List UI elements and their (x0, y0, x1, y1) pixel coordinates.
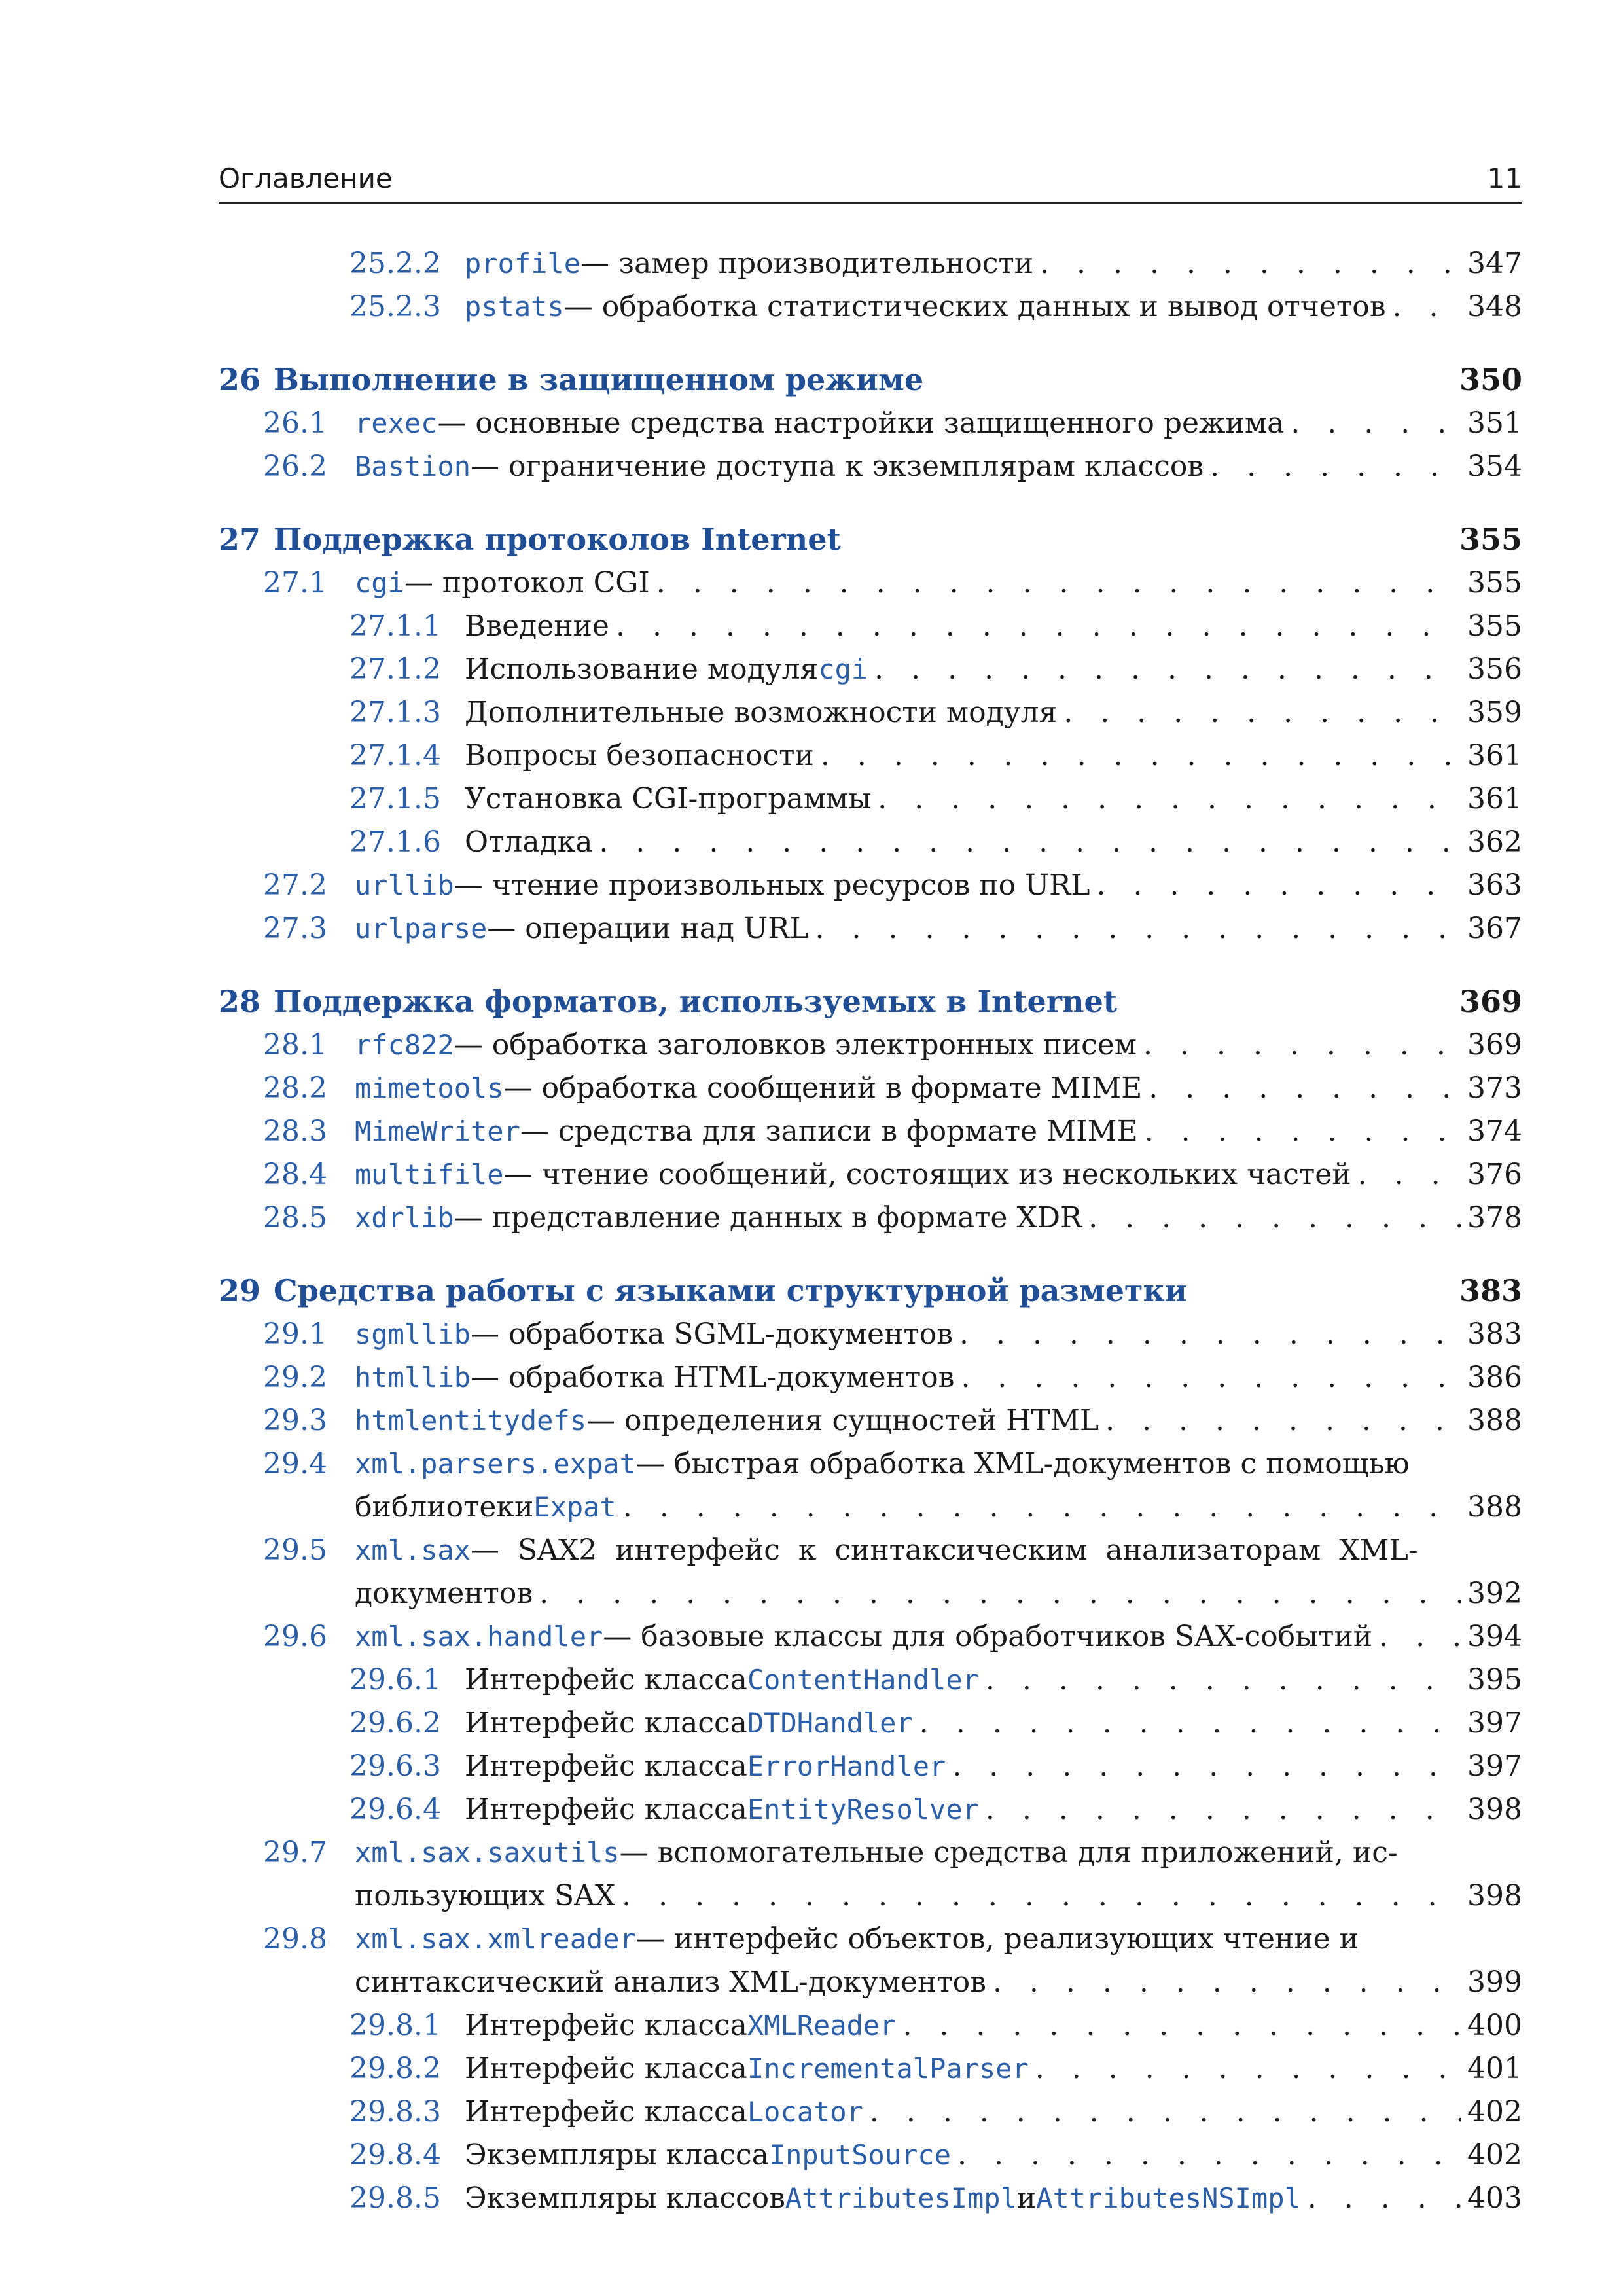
module-name: Locator (747, 2096, 863, 2128)
module-name: xml.sax (355, 1534, 471, 1566)
running-header (219, 157, 1522, 204)
entry-number: 29.8 (263, 1922, 327, 1956)
entry-number: 28.1 (263, 1028, 327, 1062)
entry-description-continued: пользующих SAX (355, 1879, 616, 1912)
module-name: ErrorHandler (747, 1750, 946, 1782)
chapter-page: 383 (1459, 1273, 1522, 1308)
entry-page: 388 (1467, 1490, 1522, 1524)
dot-leader (539, 1572, 1461, 1615)
dot-leader (957, 2134, 1461, 2177)
entry-number: 29.7 (263, 1836, 327, 1869)
entry-number: 25.2.2 (349, 247, 441, 280)
entry-page: 402 (1467, 2138, 1522, 2172)
module-name: MimeWriter (355, 1115, 520, 1147)
module-name: urllib (355, 869, 454, 901)
entry-page: 373 (1467, 1071, 1522, 1105)
entry-description: Вопросы безопасности (465, 739, 814, 772)
entry-page: 400 (1467, 2009, 1522, 2042)
entry-description: Установка CGI-программы (465, 782, 872, 816)
dot-leader (622, 1874, 1461, 1918)
dot-leader (1291, 402, 1461, 445)
header-title: Оглавление (219, 162, 393, 194)
dot-leader (1040, 242, 1461, 285)
entry-page: 354 (1467, 450, 1522, 483)
entry-page: 401 (1467, 2052, 1522, 2085)
entry-description: Использование модуля (465, 653, 819, 686)
entry-description: — обработка SGML-документов (471, 1318, 954, 1351)
entry-page: 369 (1467, 1028, 1522, 1062)
dot-leader (1358, 1153, 1461, 1196)
module-name: xdrlib (355, 1202, 454, 1234)
dot-leader (1035, 2047, 1461, 2090)
chapter-title: Поддержка протоколов Internet (274, 522, 841, 557)
entry-number: 29.8.5 (349, 2181, 441, 2215)
dot-leader (959, 1313, 1461, 1356)
chapter-title: Средства работы с языками структурной разметки (274, 1273, 1187, 1308)
module-name: rfc822 (355, 1029, 454, 1061)
entry-number: 29.6.1 (349, 1663, 441, 1696)
toc-entry[interactable] (349, 2177, 1522, 2220)
entry-number: 28.2 (263, 1071, 327, 1105)
entry-number: 25.2.3 (349, 290, 441, 323)
entry-page: 363 (1467, 869, 1522, 902)
toc-entry[interactable] (349, 648, 1522, 691)
entry-number: 27.1.4 (349, 739, 441, 772)
entry-page: 361 (1467, 782, 1522, 816)
entry-page: 388 (1467, 1404, 1522, 1437)
toc-entry[interactable] (349, 778, 1522, 821)
entry-description: Интерфейс класса (465, 2052, 747, 2085)
dot-leader (821, 734, 1461, 778)
entry-page: 398 (1467, 1879, 1522, 1912)
entry-description: Интерфейс класса (465, 1706, 747, 1740)
entry-description: — операции над URL (487, 912, 809, 945)
toc-entry[interactable] (263, 1313, 1522, 1356)
dot-leader (1097, 864, 1461, 907)
entry-number: 27.1.6 (349, 825, 441, 859)
entry-number: 29.6.2 (349, 1706, 441, 1740)
entry-page: 402 (1467, 2095, 1522, 2128)
dot-leader (919, 1702, 1461, 1745)
dot-leader (878, 778, 1461, 821)
entry-number: 29.1 (263, 1318, 327, 1351)
dot-leader (616, 605, 1461, 648)
entry-description: Экземпляры класса (465, 2138, 769, 2172)
module-name: profile (465, 247, 581, 279)
entry-description: — обработка HTML-документов (471, 1361, 955, 1394)
dot-leader (1308, 2177, 1461, 2220)
entry-number: 29.8.2 (349, 2052, 441, 2085)
entry-page: 355 (1467, 566, 1522, 600)
dot-leader (599, 821, 1461, 864)
toc-entry[interactable] (263, 1443, 1522, 1486)
entry-description-continued: библиотеки (355, 1490, 534, 1524)
toc-entry[interactable] (263, 1918, 1522, 1961)
dot-leader (623, 1486, 1461, 1529)
entry-number: 29.6.3 (349, 1749, 441, 1783)
entry-description: Дополнительные возможности модуля (465, 696, 1058, 729)
toc-entry[interactable] (349, 734, 1522, 778)
entry-page: 362 (1467, 825, 1522, 859)
toc-entry[interactable] (263, 1067, 1522, 1110)
toc-entry[interactable] (349, 2134, 1522, 2177)
toc-entry[interactable] (349, 1659, 1522, 1702)
toc-entry-continuation[interactable] (355, 1572, 1522, 1615)
entry-page: 386 (1467, 1361, 1522, 1394)
entry-description: Введение (465, 609, 609, 643)
module-name: rexec (355, 407, 438, 439)
entry-description: — SAX2 интерфейс к синтаксическим анализаторам XML- (471, 1534, 1418, 1567)
entry-page: 398 (1467, 1793, 1522, 1826)
entry-description: — основные средства настройки защищенного режима (437, 406, 1285, 440)
entry-number: 26.1 (263, 406, 327, 440)
entry-description: — обработка заголовков электронных писем (454, 1028, 1137, 1062)
entry-number: 29.2 (263, 1361, 327, 1394)
entry-page: 359 (1467, 696, 1522, 729)
entry-page: 367 (1467, 912, 1522, 945)
table-of-contents (219, 242, 1522, 2220)
toc-entry[interactable] (349, 2004, 1522, 2047)
toc-entry[interactable] (263, 1024, 1522, 1067)
chapter-title: Поддержка форматов, используемых в Internet (274, 984, 1118, 1019)
module-name: sgmllib (355, 1318, 471, 1350)
dot-leader (952, 1745, 1461, 1788)
dot-leader (986, 1788, 1461, 1831)
dot-leader (1143, 1024, 1461, 1067)
toc-entry[interactable] (349, 821, 1522, 864)
dot-leader (1063, 691, 1461, 734)
toc-entry-continuation[interactable] (355, 1961, 1522, 2004)
module-name: Bastion (355, 450, 471, 482)
entry-description: — ограничение доступа к экземплярам классов (471, 450, 1204, 483)
module-name: ContentHandler (747, 1664, 979, 1696)
entry-page: 361 (1467, 739, 1522, 772)
entry-description: — вспомогательные средства для приложений, ис- (619, 1836, 1398, 1869)
chapter-entry[interactable] (219, 517, 1522, 562)
toc-entry[interactable] (349, 2047, 1522, 2090)
dot-leader (870, 2090, 1461, 2134)
module-name: IncrementalParser (747, 2053, 1029, 2085)
entry-number: 29.8.1 (349, 2009, 441, 2042)
dot-leader (902, 2004, 1461, 2047)
module-name: urlparse (355, 912, 488, 944)
entry-description-joiner: и (1016, 2181, 1037, 2215)
entry-page: 356 (1467, 653, 1522, 686)
toc-entry[interactable] (349, 285, 1522, 329)
chapter-entry[interactable] (219, 979, 1522, 1024)
entry-description: — средства для записи в формате MIME (520, 1115, 1138, 1148)
entry-page: 395 (1467, 1663, 1522, 1696)
toc-entry[interactable] (263, 445, 1522, 488)
dot-leader (1149, 1067, 1461, 1110)
toc-entry[interactable] (263, 864, 1522, 907)
entry-number: 27.1.1 (349, 609, 441, 643)
chapter-number: 29 (219, 1273, 261, 1308)
entry-description: — представление данных в формате XDR (454, 1201, 1082, 1234)
entry-number: 29.6 (263, 1620, 327, 1653)
chapter-number: 28 (219, 984, 261, 1019)
dot-leader (1145, 1110, 1461, 1153)
entry-description: — протокол CGI (404, 566, 650, 600)
entry-description: Интерфейс класса (465, 1793, 747, 1826)
entry-description: — интерфейс объектов, реализующих чтение и (635, 1922, 1359, 1956)
dot-leader (1210, 445, 1461, 488)
entry-number: 26.2 (263, 450, 327, 483)
toc-entry[interactable] (263, 1196, 1522, 1240)
dot-leader (656, 562, 1461, 605)
entry-description: — замер производительности (580, 247, 1034, 280)
entry-description: Экземпляры классов (465, 2181, 785, 2215)
toc-entry-continuation[interactable] (355, 1874, 1522, 1918)
toc-entry[interactable] (263, 1529, 1522, 1572)
module-name: xml.sax.handler (355, 1621, 603, 1653)
module-name: xml.sax.xmlreader (355, 1923, 636, 1955)
chapter-page: 355 (1459, 522, 1522, 557)
entry-description: — чтение сообщений, состоящих из нескольких частей (503, 1158, 1351, 1191)
toc-entry[interactable] (349, 691, 1522, 734)
entry-description: Интерфейс класса (465, 2095, 747, 2128)
module-name: cgi (355, 567, 404, 599)
entry-number: 27.1 (263, 566, 327, 600)
chapter-number: 26 (219, 362, 261, 397)
chapter-entry[interactable] (219, 1268, 1522, 1313)
module-name: xml.parsers.expat (355, 1448, 636, 1480)
entry-number: 27.1.5 (349, 782, 441, 816)
entry-page: 378 (1467, 1201, 1522, 1234)
dot-leader (874, 648, 1461, 691)
toc-entry[interactable] (349, 242, 1522, 285)
entry-page: 403 (1467, 2181, 1522, 2215)
dot-leader (1393, 285, 1461, 329)
toc-entry[interactable] (263, 1153, 1522, 1196)
entry-description: — чтение произвольных ресурсов по URL (454, 869, 1090, 902)
toc-entry[interactable] (263, 1831, 1522, 1874)
entry-number: 29.3 (263, 1404, 327, 1437)
toc-entry-continuation[interactable] (355, 1486, 1522, 1529)
entry-page: 397 (1467, 1749, 1522, 1783)
module-name: xml.sax.saxutils (355, 1837, 620, 1869)
header-page-number: 11 (1487, 162, 1522, 194)
entry-number: 27.1.3 (349, 696, 441, 729)
entry-description: — быстрая обработка XML-документов с помощью (635, 1447, 1410, 1480)
entry-description-continued: синтаксический анализ XML-документов (355, 1965, 986, 1999)
dot-leader (993, 1961, 1461, 2004)
toc-entry[interactable] (263, 402, 1522, 445)
toc-entry[interactable] (263, 1356, 1522, 1399)
dot-leader (815, 907, 1461, 950)
entry-page: 383 (1467, 1318, 1522, 1351)
toc-entry[interactable] (263, 1110, 1522, 1153)
module-name-second: AttributesNSImpl (1036, 2182, 1301, 2214)
toc-entry[interactable] (349, 2090, 1522, 2134)
entry-number: 27.2 (263, 869, 327, 902)
entry-page: 397 (1467, 1706, 1522, 1740)
entry-number: 27.3 (263, 912, 327, 945)
module-name: multifile (355, 1158, 504, 1191)
chapter-page: 350 (1459, 362, 1522, 397)
entry-number: 29.8.3 (349, 2095, 441, 2128)
toc-entry[interactable] (349, 1745, 1522, 1788)
entry-number: 28.5 (263, 1201, 327, 1234)
dot-leader (986, 1659, 1461, 1702)
entry-number: 29.4 (263, 1447, 327, 1480)
module-name: htmllib (355, 1361, 471, 1393)
toc-entry[interactable] (263, 907, 1522, 950)
entry-page: 351 (1467, 406, 1522, 440)
entry-number: 29.6.4 (349, 1793, 441, 1826)
toc-entry[interactable] (263, 562, 1522, 605)
toc-entry[interactable] (263, 1615, 1522, 1659)
module-name: DTDHandler (747, 1707, 913, 1739)
module-name: htmlentitydefs (355, 1405, 587, 1437)
entry-page: 399 (1467, 1965, 1522, 1999)
dot-leader (1088, 1196, 1461, 1240)
entry-description-continued: документов (355, 1577, 533, 1610)
entry-description: — обработка сообщений в формате MIME (503, 1071, 1143, 1105)
toc-entry[interactable] (349, 1702, 1522, 1745)
entry-description: Интерфейс класса (465, 1749, 747, 1783)
chapter-number: 27 (219, 522, 261, 557)
module-name: pstats (465, 291, 564, 323)
entry-page: 355 (1467, 609, 1522, 643)
entry-page: 374 (1467, 1115, 1522, 1148)
module-name: Expat (533, 1491, 616, 1523)
chapter-entry[interactable] (219, 357, 1522, 402)
chapter-title: Выполнение в защищенном режиме (274, 362, 924, 397)
entry-page: 394 (1467, 1620, 1522, 1653)
module-name: mimetools (355, 1072, 504, 1104)
entry-page: 376 (1467, 1158, 1522, 1191)
entry-number: 28.4 (263, 1158, 327, 1191)
module-name: AttributesImpl (785, 2182, 1017, 2214)
module-name: cgi (818, 653, 868, 685)
toc-entry[interactable] (263, 1399, 1522, 1443)
chapter-page: 369 (1459, 984, 1522, 1019)
entry-page: 348 (1467, 290, 1522, 323)
entry-description: Интерфейс класса (465, 1663, 747, 1696)
entry-description: Интерфейс класса (465, 2009, 747, 2042)
module-name: EntityResolver (747, 1793, 979, 1825)
dot-leader (961, 1356, 1461, 1399)
dot-leader (1379, 1615, 1461, 1659)
entry-description: — обработка статистических данных и вывод отчетов (563, 290, 1386, 323)
entry-page: 392 (1467, 1577, 1522, 1610)
module-name: XMLReader (747, 2009, 897, 2041)
module-name: InputSource (768, 2139, 951, 2171)
entry-number: 27.1.2 (349, 653, 441, 686)
entry-description: — определения сущностей HTML (586, 1404, 1099, 1437)
entry-description: — базовые классы для обработчиков SAX-событий (603, 1620, 1373, 1653)
entry-number: 28.3 (263, 1115, 327, 1148)
entry-number: 29.5 (263, 1534, 327, 1567)
entry-page: 347 (1467, 247, 1522, 280)
toc-entry[interactable] (349, 1788, 1522, 1831)
toc-entry[interactable] (349, 605, 1522, 648)
entry-description: Отладка (465, 825, 593, 859)
entry-number: 29.8.4 (349, 2138, 441, 2172)
dot-leader (1105, 1399, 1461, 1443)
